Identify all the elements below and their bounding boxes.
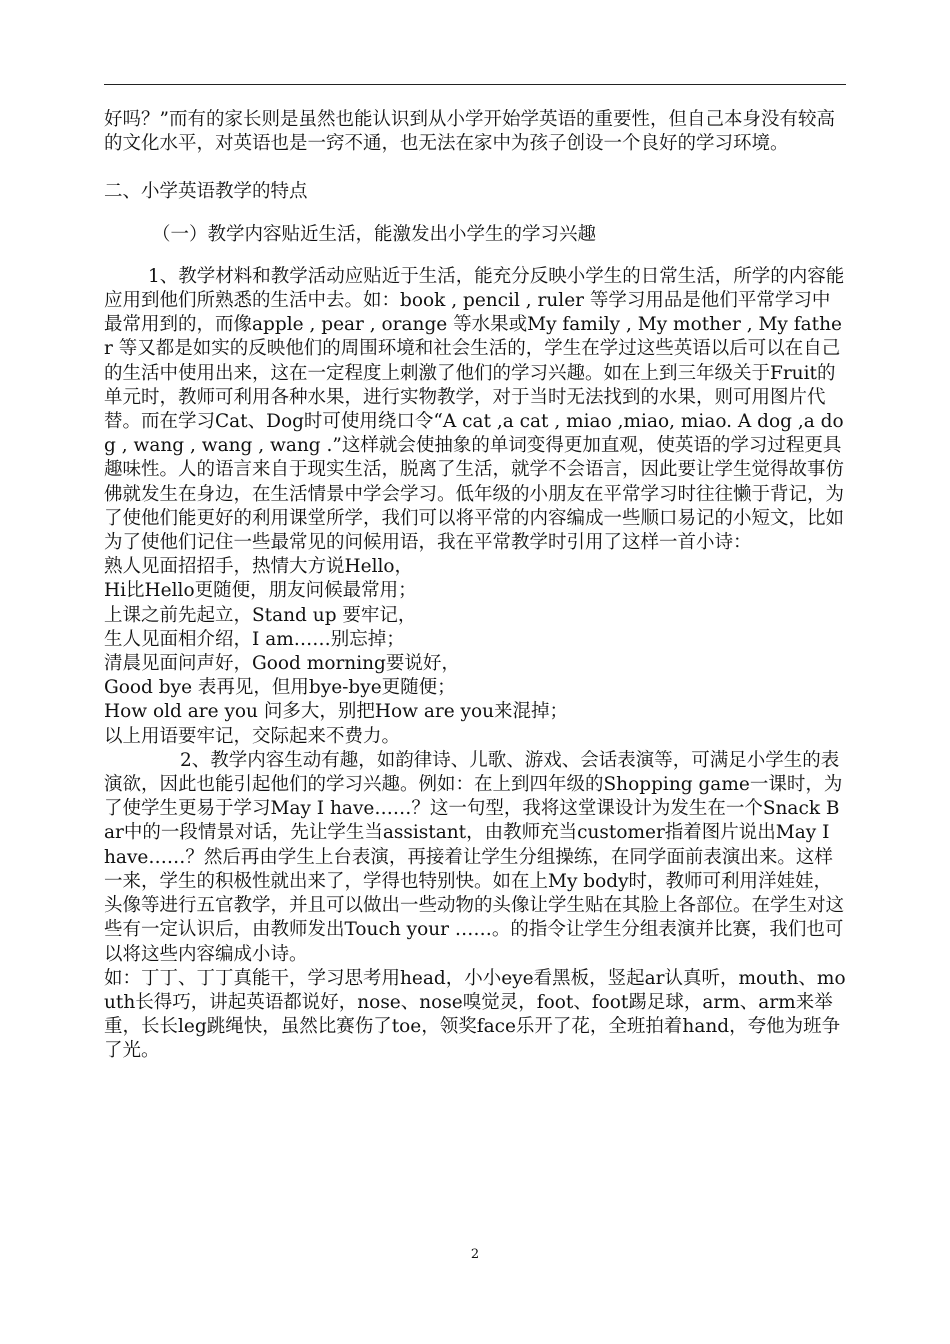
poem-line: How old are you 问多大，别把How are you来混掉； [104,701,569,723]
document-body [104,108,846,1064]
body-paragraph-1: 1、教学材料和教学活动应贴近于生活，能充分反映小学生的日常生活，所学的内容能应用到他们所熟悉的生活中去。如：book , pencil , ruler 等学习用品是他们平常学习中最常用到的，而像apple , pear , orange 等水果或My family , My mother , My father 等又都是如实的反映他们的周围环境和社会生活的，学生在学过这些英语以后可以在自己的生活中使用出来，这在一定程度上刺激了他们的学习兴趣。如在上到三年级关于Fruit的单元时，教师可利用各种水果，进行实物教学，对于当时无法找到的水果，则可用图片代替。而在学习Cat、Dog时可使用绕口令“A cat ,a cat , miao ,miao, miao. A dog ,a dog , wang , wang , wang .”这样就会使抽象的单词变得更加直观，使英语的学习过程更具趣味性。人的语言来自于现实生活，脱离了生活，就学不会语言，因此要让学生觉得故事仿佛就发生在身边，在生活情景中学会学习。低年级的小朋友在平常学习时往往懒于背记，为了使他们能更好的利用课堂所学，我们可以将平常的内容编成一些顺口易记的小短文，比如为了使他们记住一些最常见的问候用语，我在平常教学时引用了这样一首小诗： [104,265,845,554]
subsection-heading: （一）教学内容贴近生活，能激发出小学生的学习兴趣 [152,223,597,245]
body-paragraph-2: 2、教学内容生动有趣，如韵律诗、儿歌、游戏、会话表演等，可满足小学生的表演欲，因此也能引起他们的学习兴趣。例如：在上到四年级的Shopping game一课时，为了使学生更易于学习May I have……？这一句型，我将这堂课设计为发生在一个Snack Bar中的一段情景对话，先让学生当assistant，由教师充当customer指着图片说出May I have……？然后再由学生上台表演，再接着让学生分组操练，在同学面前表演出来。这样一来，学生的积极性就出来了，学得也特别快。如在上My body时，教师可利用洋娃娃，头像等进行五官教学，并且可以做出一些动物的头像让学生贴在其脸上各部位。在学生对这些有一定认识后，由教师发出Touch your ……。的指令让学生分组表演并比赛，我们也可以将这些内容编成小诗。 [104,749,845,965]
poem-line: 上课之前先起立，Stand up 要牢记， [104,604,417,626]
poem-line: 熟人见面招招手，热情大方说Hello， [104,556,414,578]
body-paragraph-3: 如：丁丁、丁丁真能干，学习思考用head，小小eye看黑板，竖起ar认真听，mouth、mouth长得巧，讲起英语都说好，nose、nose嗅觉灵，foot、foot踢足球，arm、arm来举重，长长leg跳绳快，虽然比赛伤了toe，领奖face乐开了花，全班拍着hand，夸他为班争了光。 [104,967,846,1062]
poem-block [104,555,846,749]
intro-paragraph: 好吗？”而有的家长则是虽然也能认识到从小学开始学英语的重要性，但自己本身没有较高的文化水平，对英语也是一窍不通，也无法在家中为孩子创设一个良好的学习环境。 [104,109,835,155]
poem-line: 以上用语要牢记，交际起来不费力。 [104,725,401,747]
header-rule [104,84,846,85]
section-heading: 二、小学英语教学的特点 [104,181,308,203]
poem-line: Good bye 表再见，但用bye-bye更随便； [104,677,456,699]
poem-line: 清晨见面问声好，Good morning要说好， [104,653,460,675]
poem-line: 生人见面相介绍，I am……别忘掉； [104,628,405,650]
page-number: 2 [470,1247,480,1262]
poem-line: Hi比Hello更随便，朋友问候最常用； [104,580,417,602]
